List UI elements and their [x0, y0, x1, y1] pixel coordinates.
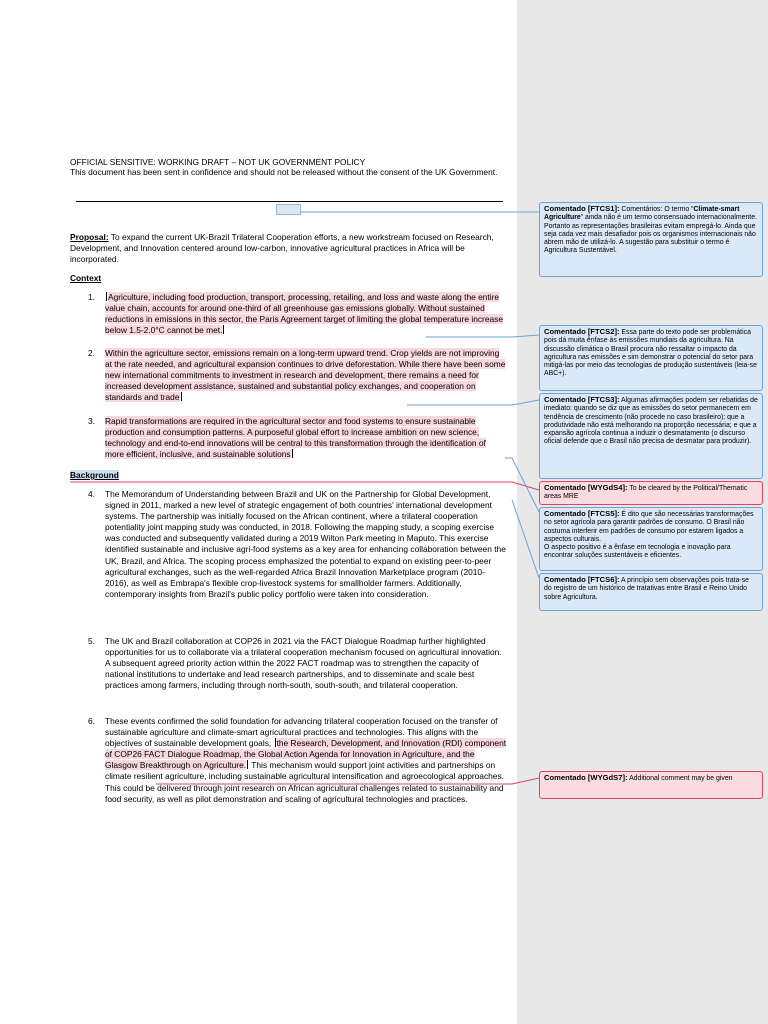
header-rule [76, 201, 503, 202]
list-text: These events confirmed the solid foundation for advancing trilateral cooperation focused on the transfer of sustainable agriculture and climate-smart agricultural practices and technologies. This aligns with the objectives of sustainable development goals, the Research, Development, and Innovation (RDI) component of COP26 FACT Dialogue Roadmap, the Global Action Agenda for Innovation in Agriculture, and the Glasgow Breakthrough on Agriculture. This mechanism would support joint activities and partnerships on climate resilient agriculture, including sustainable agricultural intensification and agroecological approaches. This could be delivered through joint research on African agricultural challenges related to sustainability and food security, as well as pilot demonstration and scaling of agricultural technologies and practices. [105, 716, 507, 804]
list-number: 6. [88, 716, 95, 726]
comment-author: Comentado [FTCS2]: [544, 327, 620, 336]
proposal-paragraph[interactable] [70, 232, 510, 265]
list-text: Within the agriculture sector, emissions remain on a long-term upward trend. Crop yields are not improving at the rate needed, and agricultural expansion continues to drive deforestation. While there have been some new international commitments to investment in research and development, there remains a need for increased development assistance, sustained and substantial policy exchanges, and cooperation on standards and trade [105, 348, 506, 403]
section-heading-background [70, 470, 510, 481]
comment-author: Comentado [FTCS5]: [544, 509, 620, 518]
header-anchor-box[interactable] [276, 204, 301, 215]
proposal-text: To expand the current UK-Brazil Trilateral Cooperation efforts, a new workstream focused on Research, Development, and Innovation centered around low-carbon, innovative agricultural practices in Africa will be incorporated. [70, 232, 494, 264]
comment-balloon[interactable] [539, 507, 763, 571]
list-text: Rapid transformations are required in the agricultural sector and food systems to ensure sustainable production and consumption patterns. A purposeful global effort to increase ambition on new science, technology and end-to-end innovations will be central to this transformation through the identification of more efficient, inclusive, and sustainable solutions [105, 416, 486, 460]
comment-text: É dito que são necessárias transformações no setor agrícola para garantir padrões de consumo. O Brasil não costuma interferir em padrões de consumo por estarem ligados a aspectos culturais. [544, 511, 754, 543]
comment-text: ” ainda não é um termo consensuado internacionalmente. Portanto as representações brasileiras evitam empregá-lo. Ainda que seja cada vez mais desafiador pois os organismos internacionais não abrem mão de utilizá-lo. A sugestão para substituir o termo é Agricultura Sustentável. [544, 214, 757, 255]
list-number: 4. [88, 489, 95, 499]
classification-header: OFFICIAL SENSITIVE: WORKING DRAFT – NOT UK GOVERNMENT POLICY [70, 157, 366, 167]
comment-text: Climate-smart Agriculture [544, 206, 740, 222]
list-text: The UK and Brazil collaboration at COP26 in 2021 via the FACT Dialogue Roadmap further highlighted opportunities for us to collaborate via a trilateral cooperation mechanism focused on agricultural innovation. A subsequent agreed priority action within the 2022 FACT roadmap was to strengthen the capacity of national institutions to undertake and lead research partnerships, and to disseminate and scale best practices among farmers, including through north-south, south-south, and trilateral cooperation. [105, 636, 502, 691]
comment-text: A princípio sem observações pois trata-se do registro de um histórico de tratativas entre Brasil e Reino Unido sobre Agricultura. [544, 577, 749, 601]
comment-balloon[interactable] [539, 573, 763, 611]
list-text: The Memorandum of Understanding between Brazil and UK on the Partnership for Global Development, signed in 2011, marked a new level of strategic engagement of both countries' international development systems. The partnership was initially focused on the African continent, where a trilateral cooperation potentiality joint mapping study was conducted, in 2018. Following the mapping study, a scoping exercise was conducted and subsequently validated during a 2019 Wilton Park meeting in Maputo. This exercise identified sustainable and inclusive agri-food systems as a key area for enhancing collaboration between the UK, Brazil, and Africa. The scoping process emphasized the potential to expand on existing peer-to-peer agricultural exchanges, such as the well-regarded Africa Brazil Innovation Marketplace program (2010-2016), as well as Embrapa's flexible crop-livestock systems for smallholder farmers. Additionally, contemporary insights from Brazil's public policy portfolio were taken into consideration. [105, 489, 506, 599]
section-heading-context [70, 273, 510, 284]
comment-balloon[interactable] [539, 771, 763, 799]
comment-text: O aspecto positivo é a ênfase em tecnologia e inovação para encontrar soluções sustentáveis e eficientes. [544, 544, 731, 560]
comment-balloon[interactable] [539, 393, 763, 479]
comment-balloon[interactable] [539, 202, 763, 277]
comment-text: Essa parte do texto pode ser problemática pois dá muita ênfase às emissões mundiais da agricultura. Na discussão climática o Brasil procura não ressaltar o impacto da agricultura nas emissões e sim demonstrar o potencial do setor para mitigá-las por meio das tecnologias de produção sustentáveis (leia-se ABC+). [544, 329, 757, 378]
comment-balloon[interactable] [539, 481, 763, 505]
context-heading-text: Context [70, 273, 102, 283]
comment-author: Comentado [WYGdS7]: [544, 773, 628, 782]
comment-text: Algumas afirmações podem ser rebatidas de imediato: quando se diz que as emissões do setor permanecem em tendência de crescimento (não procede no caso brasileiro); que a produtividade não está melhorando na proporção necessária; e que a expansão agrícola continua a induzir o desmatamento (o discurso oficial defende que o Brasil não precisa de desmatar para produzir). [544, 397, 758, 446]
comment-author: Comentado [FTCS6]: [544, 575, 620, 584]
comment-text: To be cleared by the Political/Thematic areas MRE [544, 485, 748, 501]
list-number: 2. [88, 348, 95, 358]
list-number: 1. [88, 292, 95, 302]
background-heading-text: Background [70, 470, 119, 480]
comment-author: Comentado [WYGdS4]: [544, 483, 628, 492]
comment-author: Comentado [FTCS1]: [544, 204, 620, 213]
comment-text: Additional comment may be given [627, 775, 733, 782]
comment-balloon[interactable] [539, 325, 763, 391]
confidentiality-notice: This document has been sent in confidence and should not be released without the consent of the UK Government. [70, 167, 498, 177]
comment-author: Comentado [FTCS3]: [544, 395, 620, 404]
list-number: 5. [88, 636, 95, 646]
list-number: 3. [88, 416, 95, 426]
proposal-label: Proposal: [70, 232, 109, 242]
comment-text: Comentários: O termo “ [619, 206, 694, 213]
list-text: Agriculture, including food production, transport, processing, retailing, and loss and waste along the entire value chain, accounts for around one-third of all greenhouse gas emissions globally. Without sustained reductions in emissions in this sector, the Paris Agreement target of limiting the global temperature increase below 1.5-2.0°C cannot be met. [105, 292, 504, 336]
